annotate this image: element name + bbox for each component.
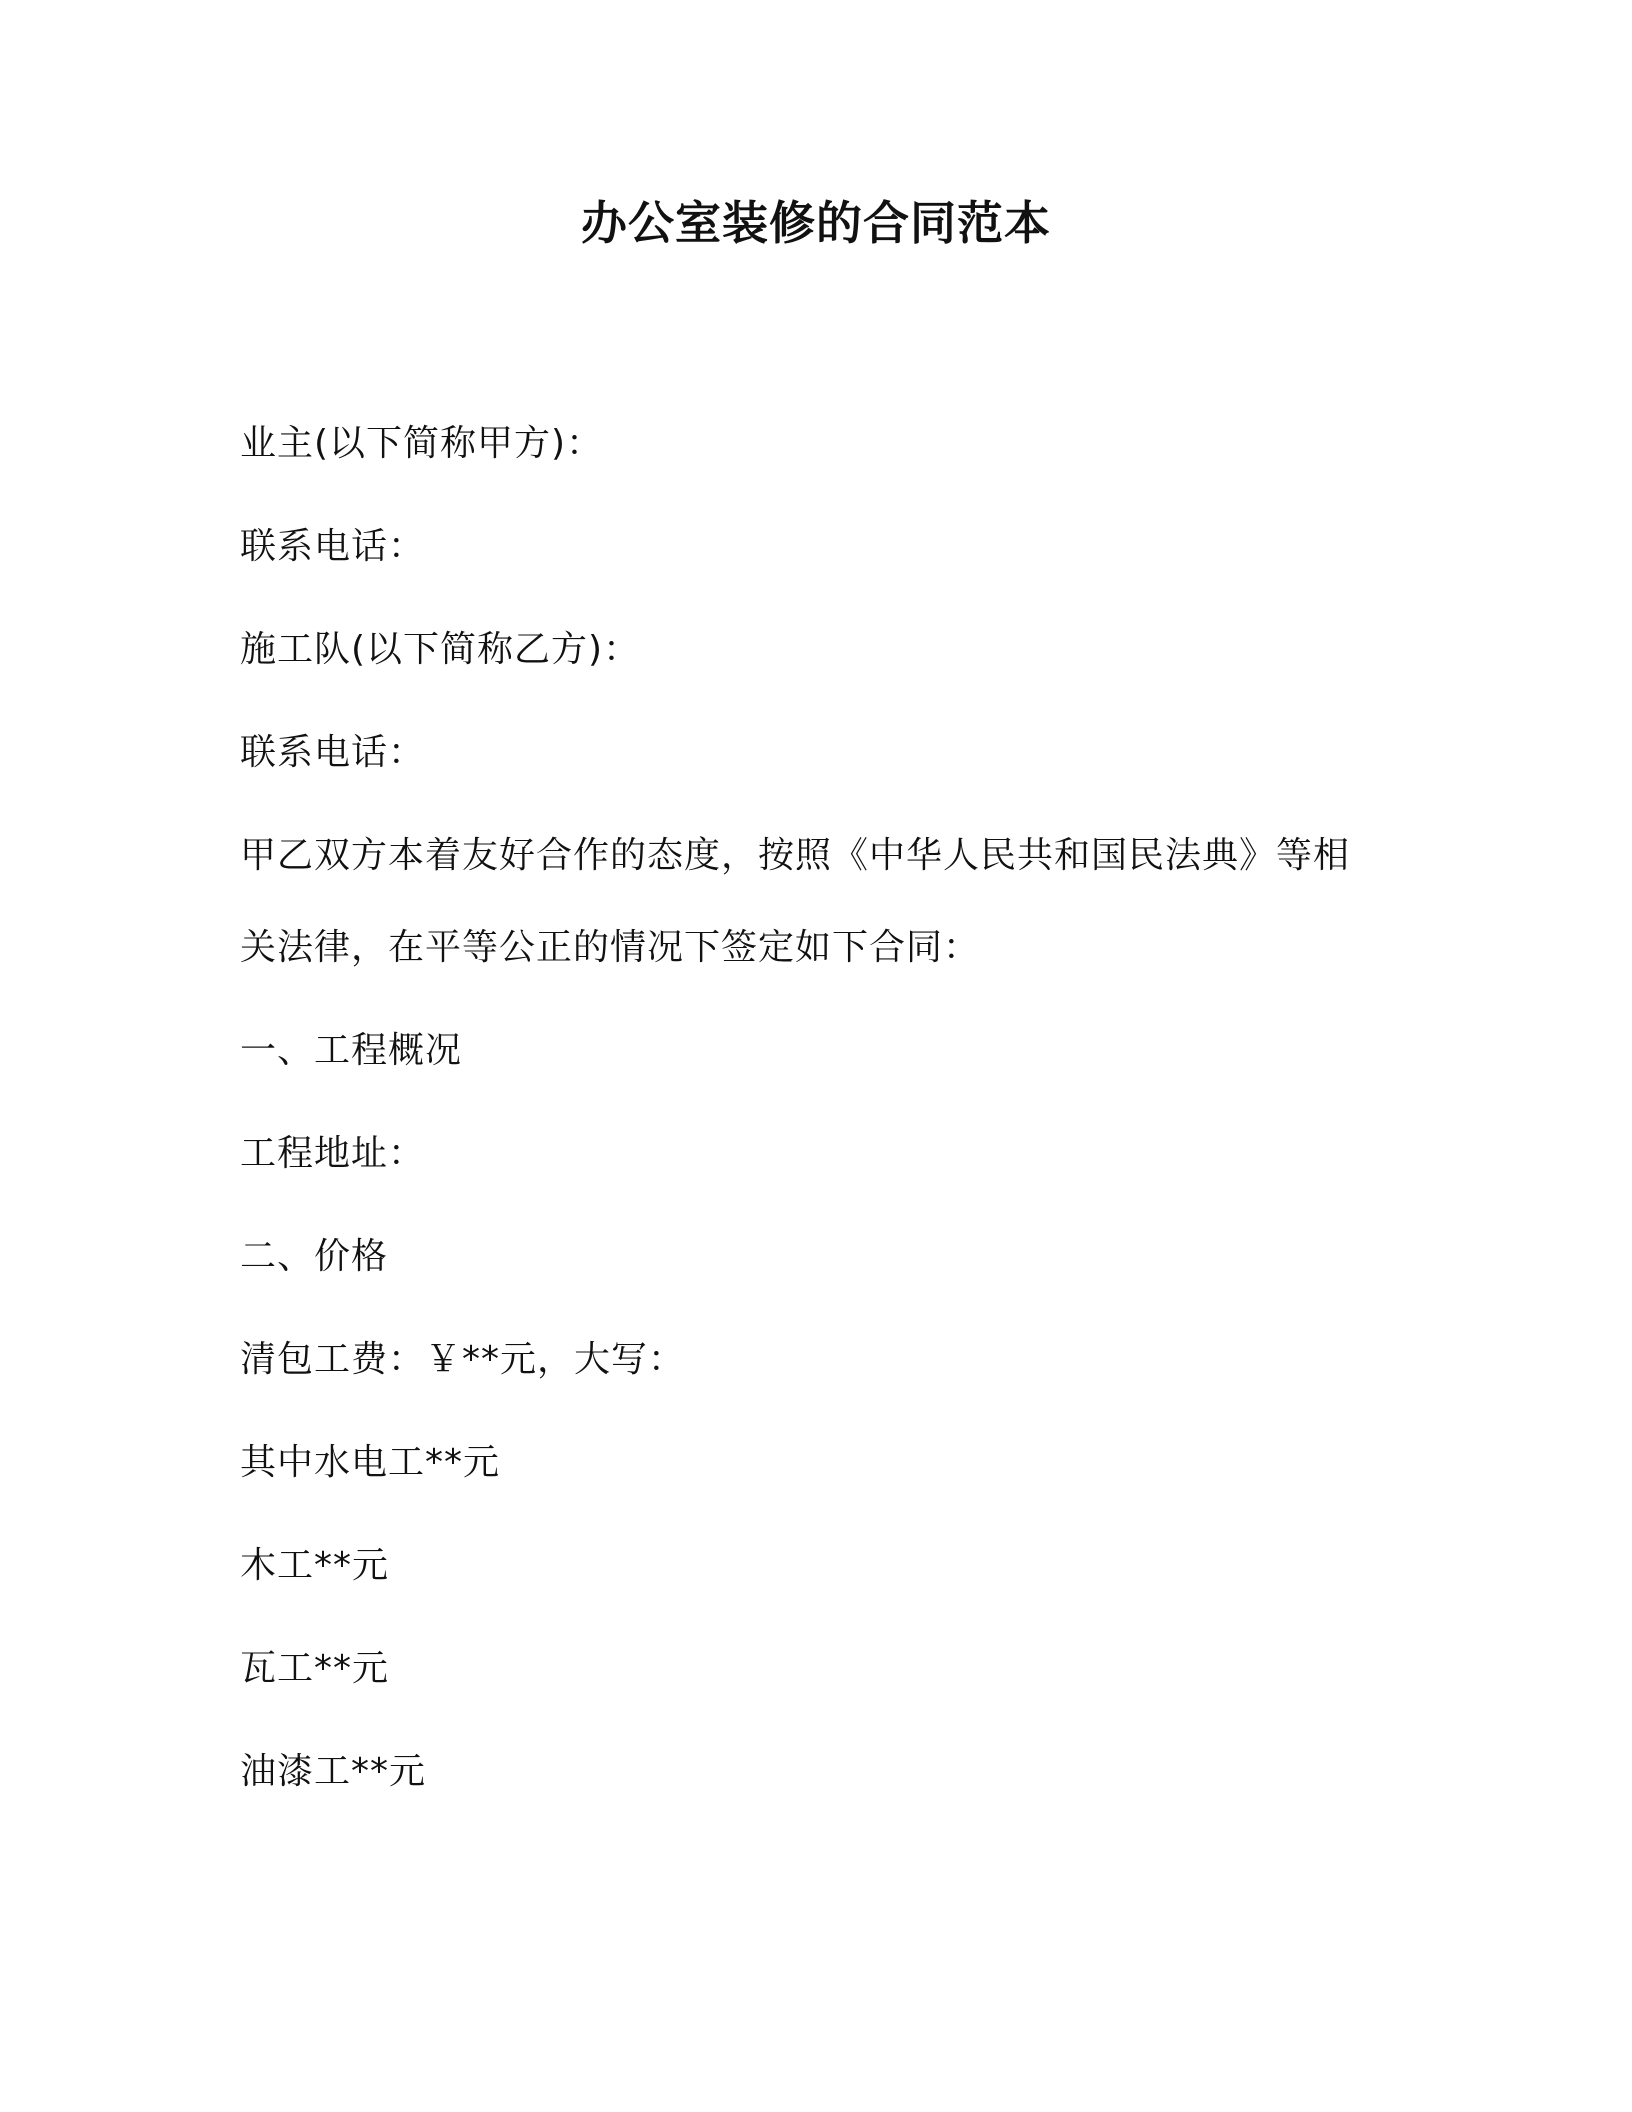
labor-carpentry-line: 木工**元 xyxy=(240,1545,390,1586)
intro-paragraph-line-2: 关法律，在平等公正的情况下签定如下合同： xyxy=(240,927,981,968)
section-2-heading: 二、价格 xyxy=(240,1236,389,1277)
document-body xyxy=(240,398,1400,1818)
labor-tiling-line: 瓦工**元 xyxy=(240,1648,390,1689)
document-title: 办公室装修的合同范本 xyxy=(581,196,1051,250)
labor-plumbing-electric-line: 其中水电工**元 xyxy=(240,1442,501,1483)
intro-paragraph xyxy=(240,810,1400,994)
owner-phone-line: 联系电话： xyxy=(240,526,426,567)
labor-painting-line: 油漆工**元 xyxy=(240,1751,427,1792)
project-address-line: 工程地址： xyxy=(240,1133,426,1174)
labor-total-line: 清包工费：￥**元，大写： xyxy=(240,1339,686,1380)
contractor-phone-line: 联系电话： xyxy=(240,732,426,773)
contractor-line: 施工队(以下简称乙方)： xyxy=(240,629,641,670)
intro-paragraph-line-1: 甲乙双方本着友好合作的态度，按照《中华人民共和国民法典》等相 xyxy=(240,835,1351,876)
owner-line: 业主(以下简称甲方)： xyxy=(240,423,604,464)
section-1-heading: 一、工程概况 xyxy=(240,1030,463,1071)
